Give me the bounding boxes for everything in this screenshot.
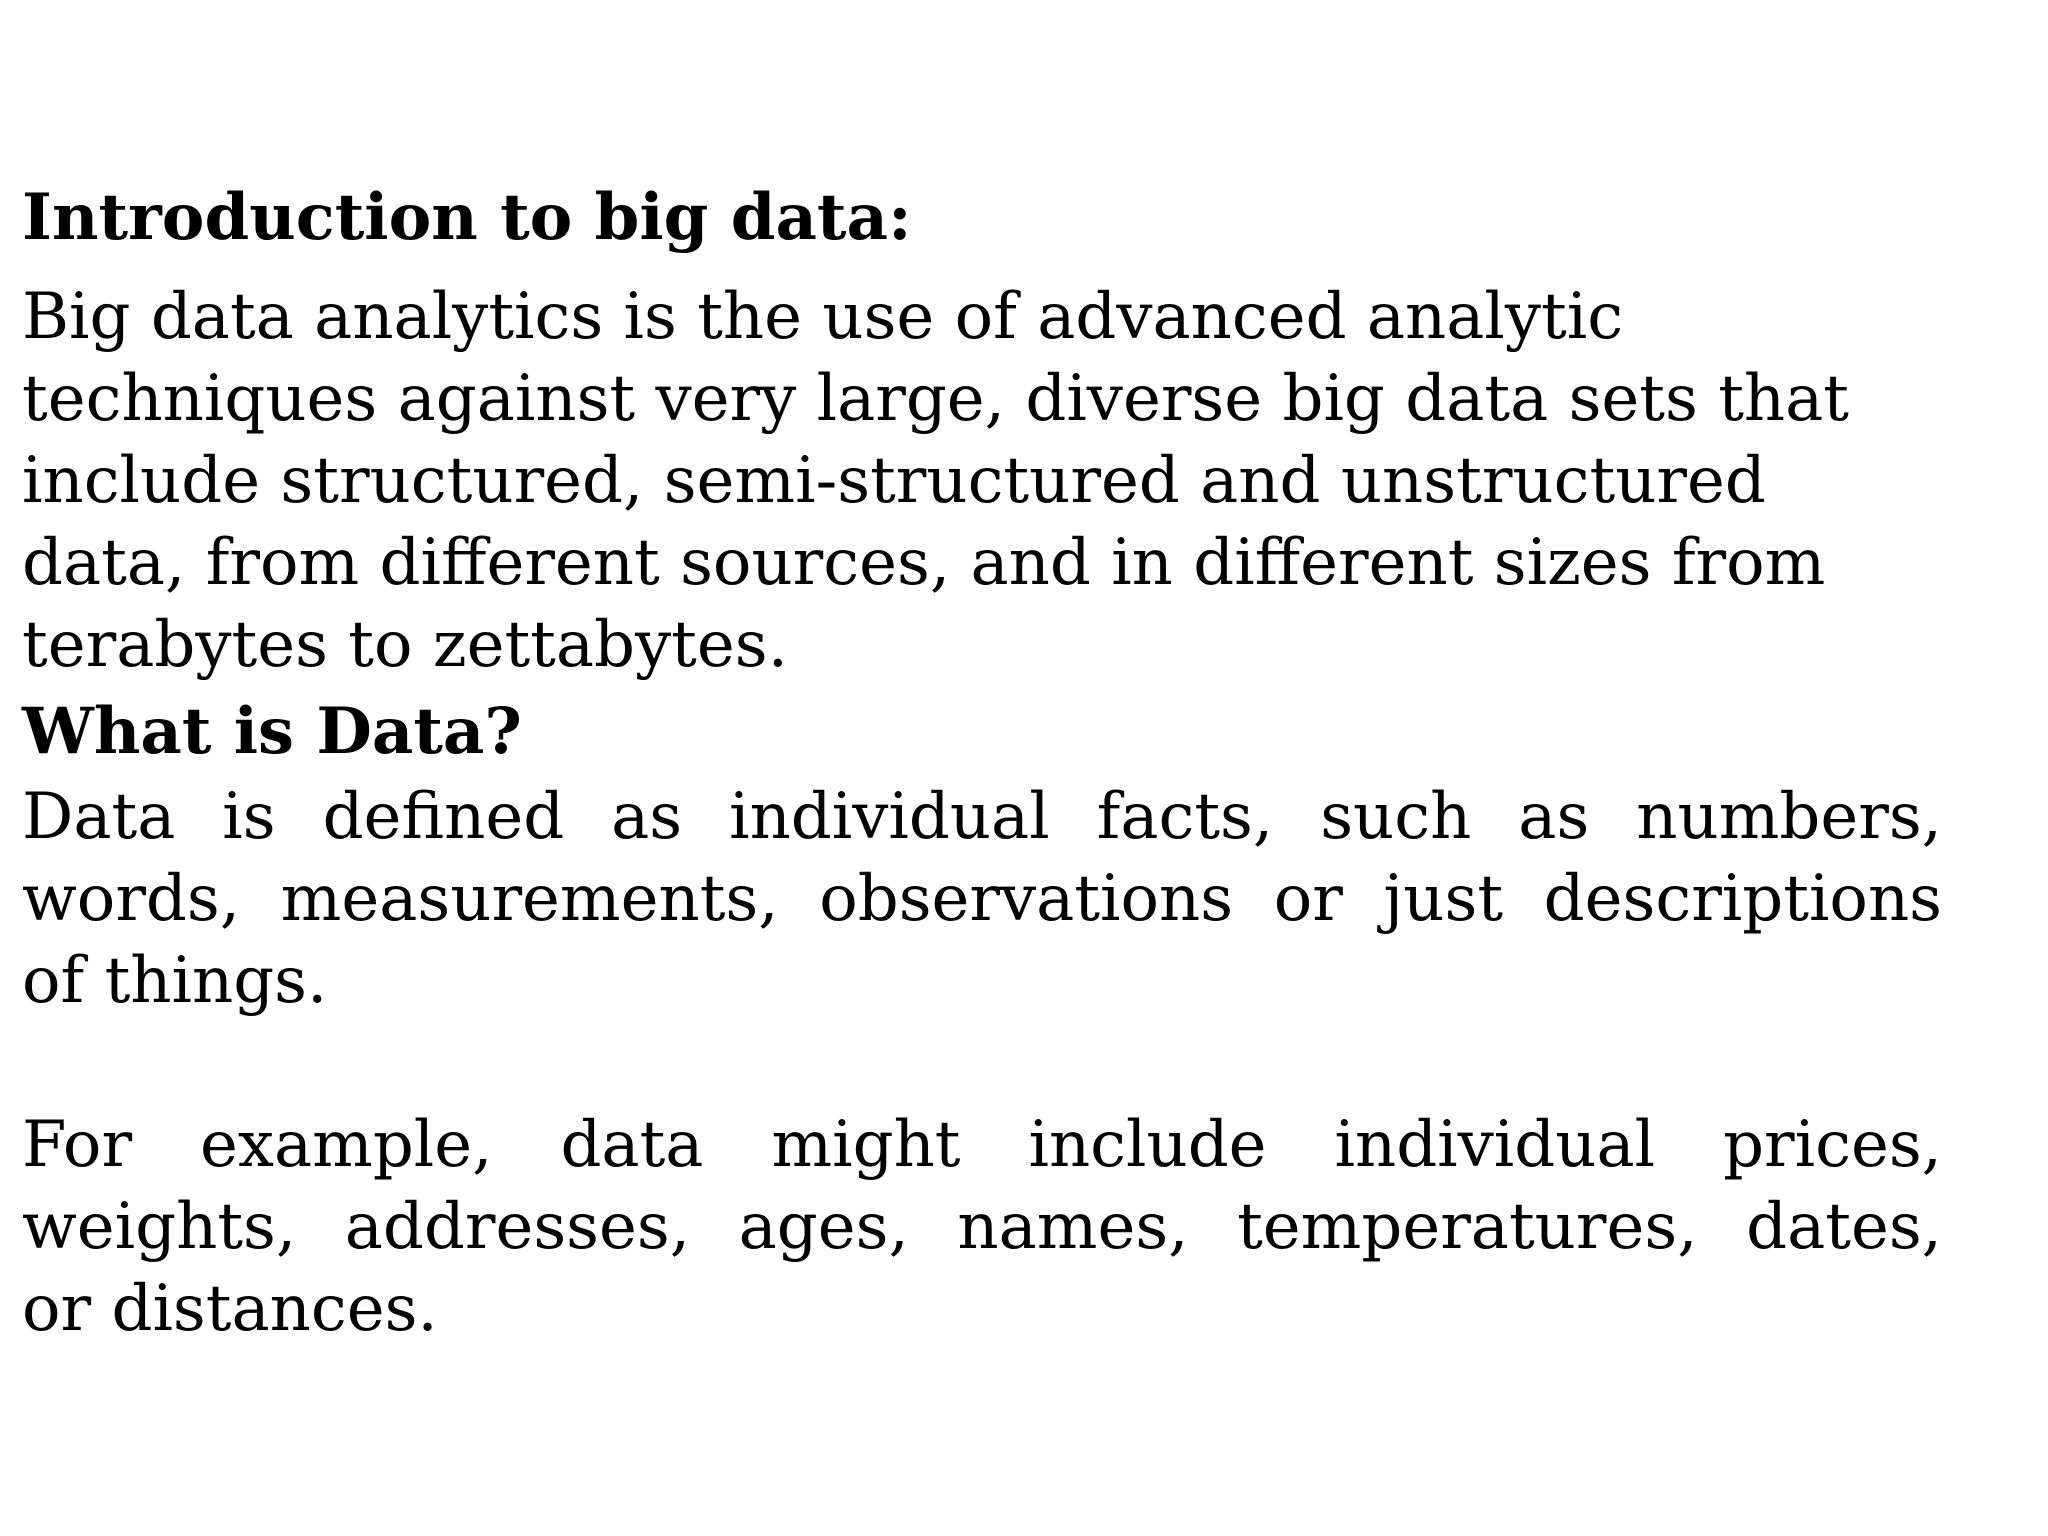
text-line: techniques against very large, diverse big data sets that [22, 362, 1849, 436]
text-line: words, measurements, observations or just descriptions [22, 862, 1942, 936]
text-line: For example, data might include individual prices, [22, 1108, 1942, 1182]
text-line: include structured, semi-structured and unstructured [22, 444, 1766, 518]
paragraph-big-data-definition [22, 276, 1942, 686]
paragraph-data-examples [22, 1104, 1942, 1350]
text-line: Data is defined as individual facts, such as numbers, [22, 780, 1942, 854]
text-line: weights, addresses, ages, names, temperatures, dates, [22, 1190, 1942, 1264]
text-line: data, from different sources, and in different sizes from [22, 526, 1826, 600]
text-line: of things. [22, 944, 328, 1018]
heading-intro-big-data: Introduction to big data: [22, 180, 912, 255]
heading-what-is-data: What is Data? [22, 694, 522, 769]
text-line: Big data analytics is the use of advanced analytic [22, 280, 1624, 354]
slide-content [22, 178, 1942, 1350]
text-line: terabytes to zettabytes. [22, 608, 788, 682]
paragraph-data-definition [22, 776, 1942, 1022]
text-line: or distances. [22, 1272, 438, 1346]
